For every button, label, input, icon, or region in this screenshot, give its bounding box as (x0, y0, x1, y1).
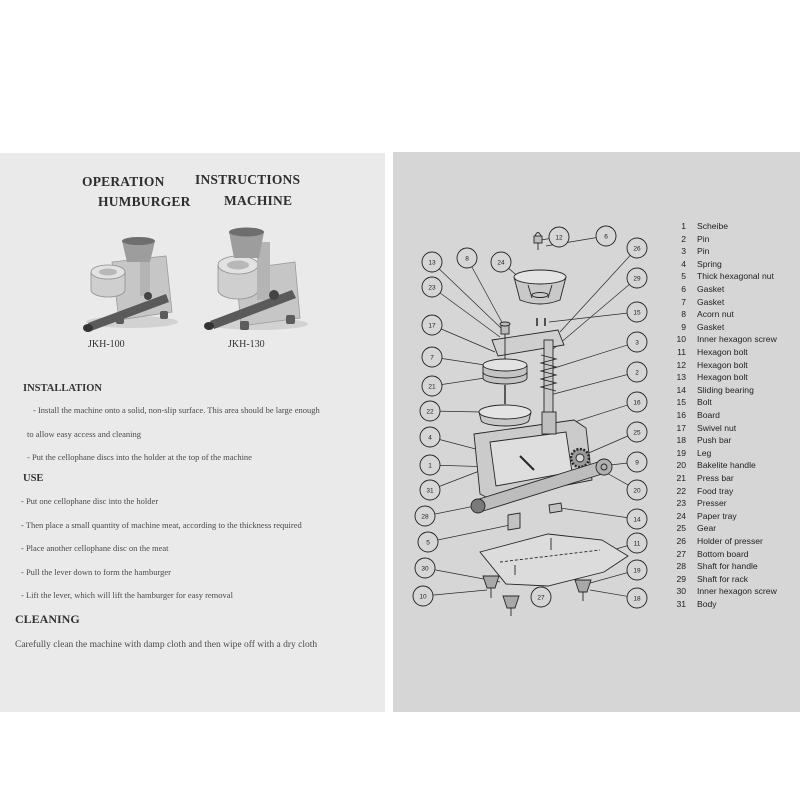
callout-number: 6 (604, 233, 608, 241)
title-word-operation: OPERATION (82, 174, 165, 189)
part-name: Scheibe (697, 221, 729, 231)
part-number: 3 (681, 246, 686, 257)
part-number: 10 (676, 334, 686, 345)
title-word-humburger: HUMBURGER (98, 194, 191, 209)
callout-number: 2 (635, 369, 639, 377)
part-name: Presser (697, 498, 727, 509)
part-number: 6 (681, 284, 686, 294)
callout-number: 15 (633, 309, 641, 317)
part-name: Body (697, 599, 717, 609)
callout-number: 3 (635, 339, 639, 347)
callout-number: 29 (633, 275, 641, 283)
part-number: 22 (676, 485, 686, 496)
part-number: 9 (681, 321, 686, 332)
callout-number: 25 (633, 429, 641, 437)
part-name: Press bar (697, 473, 734, 483)
callout-number: 12 (555, 234, 563, 242)
part-name: Spring (697, 258, 722, 269)
part-number: 16 (676, 410, 686, 420)
part-number: 21 (676, 473, 686, 483)
part-name: Push bar (697, 435, 732, 446)
part-number: 8 (681, 309, 686, 320)
part-name: Paper tray (697, 510, 737, 521)
parts-list (393, 152, 800, 712)
callout-number: 5 (426, 539, 430, 547)
callout-number: 22 (426, 408, 434, 416)
callout-number: 26 (633, 245, 641, 253)
callout-number: 9 (635, 459, 639, 467)
model-label: JKH-100 (88, 339, 125, 350)
model-label: JKH-130 (228, 339, 265, 350)
part-name: Thick hexagonal nut (697, 271, 774, 282)
callout-number: 19 (633, 567, 641, 575)
part-number: 18 (676, 435, 686, 446)
part-name: Inner hexagon screw (697, 586, 777, 597)
callout-number: 4 (428, 434, 432, 442)
machine-photo-jkh-130 (204, 228, 308, 331)
part-number: 4 (681, 258, 686, 269)
part-number: 30 (676, 586, 686, 597)
callout-number: 31 (426, 487, 434, 495)
part-name: Shaft for handle (697, 561, 758, 572)
callout-number: 16 (633, 399, 641, 407)
callout-number: 30 (421, 565, 429, 573)
part-name: Inner hexagon screw (697, 334, 777, 345)
part-name: Pin (697, 246, 710, 257)
part-number: 25 (676, 523, 686, 534)
part-number: 5 (681, 271, 686, 282)
callout-number: 21 (428, 383, 436, 391)
use-line: - Put one cellophane disc into the holder (21, 496, 159, 506)
part-number: 14 (676, 384, 686, 395)
use-line: - Place another cellophane disc on the meat (21, 543, 169, 553)
part-name: Acorn nut (697, 309, 734, 320)
installation-heading: INSTALLATION (23, 383, 102, 394)
callout-number: 8 (465, 255, 469, 263)
part-name: Bolt (697, 397, 712, 408)
installation-line: - Install the machine onto a solid, non-slip surface. This area should be large enough (33, 405, 320, 415)
callout-number: 20 (633, 487, 641, 495)
use-line: - Then place a small quantity of machine meat, according to the thickness required (21, 520, 302, 530)
part-number: 2 (681, 233, 686, 244)
part-number: 17 (676, 422, 686, 433)
use-heading: USE (23, 473, 44, 484)
callout-number: 7 (430, 354, 434, 362)
part-name: Food tray (697, 485, 734, 496)
installation-line: - Put the cellophane discs into the holder at the top of the machine (27, 452, 252, 462)
part-name: Gasket (697, 321, 725, 332)
part-name: Leg (697, 447, 712, 458)
callout-number: 1 (428, 462, 432, 470)
part-number: 24 (676, 510, 686, 521)
callout-number: 11 (633, 540, 641, 548)
callout-number: 18 (633, 595, 641, 603)
part-number: 26 (676, 536, 686, 546)
part-number: 29 (676, 573, 686, 584)
part-name: Sliding bearing (697, 384, 754, 395)
part-name: Gasket (697, 284, 725, 294)
part-name: Bakelite handle (697, 460, 756, 471)
part-name: Holder of presser (697, 536, 763, 546)
callout-number: 28 (421, 513, 429, 521)
part-name: Pin (697, 233, 710, 244)
part-name: Gasket (697, 296, 725, 307)
part-number: 1 (681, 221, 686, 231)
cleaning-line: Carefully clean the machine with damp cloth and then wipe off with a dry cloth (15, 640, 318, 650)
part-name: Hexagon bolt (697, 359, 748, 370)
part-number: 23 (676, 498, 686, 509)
callout-number: 17 (428, 322, 436, 330)
left-page-instructions (0, 153, 385, 712)
callout-number: 14 (633, 516, 641, 524)
part-name: Board (697, 410, 720, 420)
part-name: Hexagon bolt (697, 372, 748, 383)
callout-number: 27 (537, 594, 545, 602)
callout-number: 10 (419, 593, 427, 601)
callout-number: 13 (428, 259, 436, 267)
right-page-parts-diagram (393, 152, 800, 712)
part-number: 20 (676, 460, 686, 471)
use-line: - Lift the lever, which will lift the hamburger for easy removal (21, 590, 233, 600)
part-number: 27 (676, 548, 686, 559)
callout-number: 24 (497, 259, 505, 267)
title-word-machine: MACHINE (224, 193, 293, 208)
part-name: Hexagon bolt (697, 347, 748, 357)
part-number: 31 (676, 599, 686, 609)
part-number: 19 (676, 447, 686, 458)
use-line: - Pull the lever down to form the hamburger (21, 567, 171, 577)
part-number: 7 (681, 296, 686, 307)
part-name: Swivel nut (697, 422, 737, 433)
callout-number: 23 (428, 284, 436, 292)
machine-photo-jkh-100 (83, 237, 178, 332)
title-word-instructions: INSTRUCTIONS (195, 172, 301, 187)
part-name: Gear (697, 523, 717, 534)
cleaning-heading: CLEANING (15, 612, 80, 626)
part-number: 11 (677, 347, 686, 357)
part-number: 15 (676, 397, 686, 408)
part-number: 28 (676, 561, 686, 572)
part-number: 13 (676, 372, 686, 383)
part-number: 12 (676, 359, 686, 370)
part-name: Bottom board (697, 548, 749, 559)
installation-line: to allow easy access and cleaning (27, 429, 141, 439)
part-name: Shaft for rack (697, 573, 749, 584)
